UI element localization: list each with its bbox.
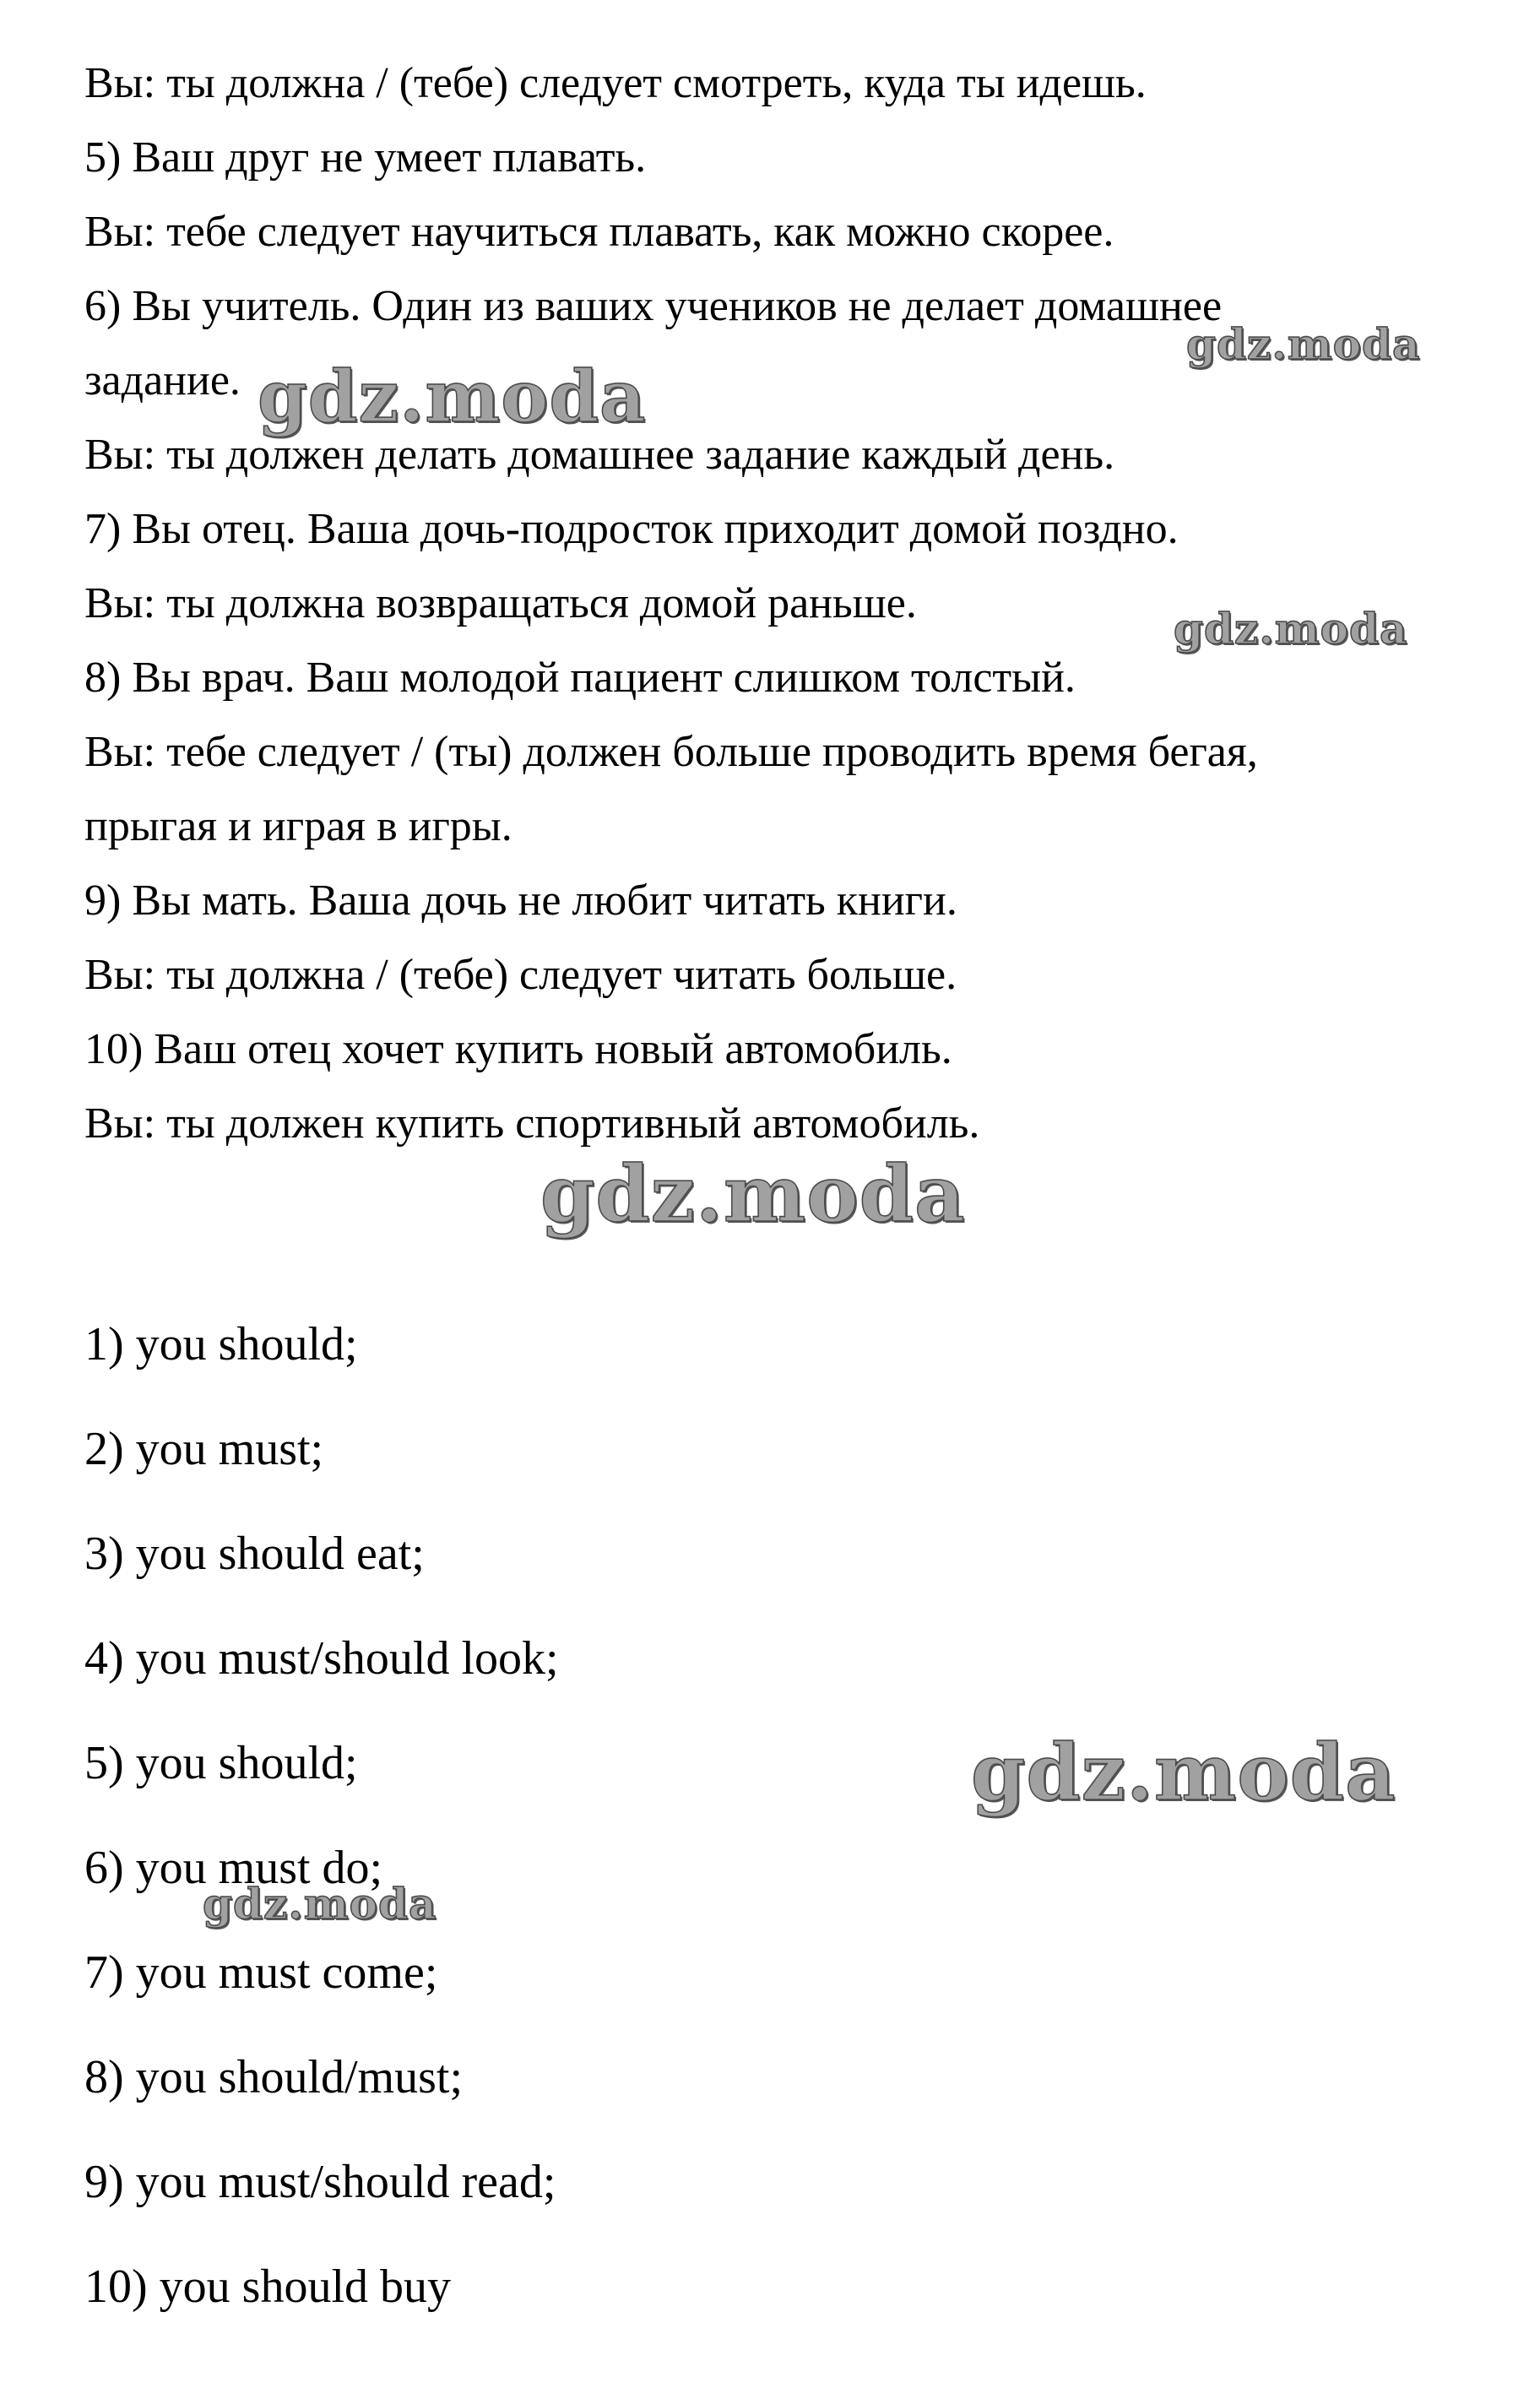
russian-line: 6) Вы учитель. Один из ваших учеников не делает домашнее (84, 282, 1223, 330)
watermark: gdz.moda (203, 1879, 437, 1929)
russian-translation-block (84, 46, 1486, 1161)
russian-line: Вы: ты должна / (тебе) следует читать больше. (84, 951, 957, 999)
answer-line: 3) you should eat; (84, 1528, 425, 1580)
answer-line: 2) you must; (84, 1423, 324, 1475)
russian-line: 10) Ваш отец хочет купить новый автомобиль. (84, 1025, 952, 1073)
answer-line: 7) you must come; (84, 1946, 438, 1999)
answer-line: 6) you must do; (84, 1842, 383, 1894)
russian-line: Вы: тебе следует научиться плавать, как можно скорее. (84, 208, 1114, 256)
russian-line: Вы: тебе следует / (ты) должен больше проводить время бегая, (84, 728, 1258, 776)
watermark: gdz.moda (971, 1727, 1396, 1818)
russian-line: задание. (84, 356, 241, 404)
answer-line: 1) you should; (84, 1318, 358, 1370)
russian-line: 7) Вы отец. Ваша дочь-подросток приходит домой поздно. (84, 505, 1179, 553)
answer-line: 10) you should buy (84, 2261, 451, 2313)
answer-line: 9) you must/should read; (84, 2156, 556, 2208)
russian-line: Вы: ты должна / (тебе) следует смотреть, куда ты идешь. (84, 59, 1147, 107)
watermark: gdz.moda (258, 355, 647, 438)
russian-line: Вы: ты должен делать домашнее задание каждый день. (84, 431, 1115, 479)
watermark: gdz.moda (540, 1148, 966, 1240)
russian-line: Вы: ты должна возвращаться домой раньше. (84, 579, 917, 627)
answer-line: 5) you should; (84, 1737, 358, 1789)
answer-line: 8) you should/must; (84, 2051, 464, 2103)
russian-line: 5) Ваш друг не умеет плавать. (84, 133, 647, 182)
russian-line: Вы: ты должен купить спортивный автомобиль. (84, 1099, 980, 1148)
russian-line: прыгая и играя в игры. (84, 802, 512, 850)
russian-line: 9) Вы мать. Ваша дочь не любит читать книги. (84, 877, 957, 925)
watermark: gdz.moda (1186, 319, 1421, 369)
english-answers-block (84, 1292, 1098, 2339)
russian-line: 8) Вы врач. Ваш молодой пациент слишком толстый. (84, 654, 1076, 702)
answer-line: 4) you must/should look; (84, 1632, 559, 1685)
watermark: gdz.moda (1174, 604, 1408, 654)
